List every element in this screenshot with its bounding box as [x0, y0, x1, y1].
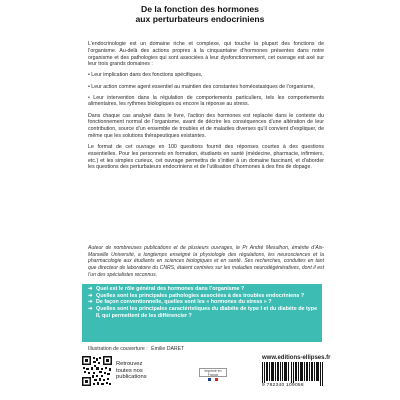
author-bio — [88, 245, 324, 279]
illustration-artist: Émilie DARET — [151, 346, 185, 352]
isbn-number: 9 782340 109058 — [262, 383, 304, 388]
publications-link[interactable] — [116, 361, 147, 381]
question-text: Quelles sont les principales pathologies associées à des troubles endocriniens ? — [96, 292, 305, 299]
paragraph-intro: L’endocrinologie est un domaine riche et complexe, qui touche la plupart des fonctions de l’organisme. Au-delà des actions propres à la cinquantaine d’hormones présentes dans notre organisme et des pathologies qui sont associées à leur dysfonctionnement, cet ouvrage est axé sur leur trois grands domaines : — [88, 41, 324, 68]
retrouvez-line-2: toutes nos — [116, 367, 143, 374]
question-item — [88, 293, 322, 300]
question-text: Quelles sont les principales caractéristiques du diabète de type I et du diabète de type II, qui permettent de les différencier ? — [96, 306, 318, 319]
arrow-right-icon: ➜ — [88, 299, 93, 306]
website-link[interactable]: www.editions-ellipses.fr — [262, 355, 331, 361]
question-text: Quel est le rôle général des hormones dans l’organisme ? — [96, 286, 245, 292]
bullet-3: • Leur intervention dans la régulation de comportements particuliers, tels les comportements alimentaires, les rythmes biologiques ou encore la réponse au stress. — [88, 94, 324, 108]
page-title — [80, 4, 320, 24]
made-in-france-badge — [199, 368, 227, 377]
title-line-1: De la fonction des hormones — [141, 4, 259, 14]
retrouvez-line-3: publications — [116, 374, 147, 381]
bullet-2: • Leur action comme agent essentiel au maintien des constantes homéostasiques de l’organisme, — [88, 83, 315, 90]
illustration-credit — [88, 346, 184, 352]
questions-box — [82, 284, 322, 342]
arrow-right-icon: ➜ — [88, 286, 93, 292]
question-item — [88, 306, 322, 319]
illustration-label: Illustration de couverture : — [88, 346, 148, 352]
retrouvez-line-1: Retrouvez — [116, 361, 143, 367]
made-in-france-label: Imprimé en France — [204, 369, 222, 377]
qr-code-icon[interactable] — [82, 356, 112, 386]
question-text: De façon conventionnelle, quelles sont les « hormones du stress » ? — [96, 299, 272, 306]
paragraph-format: Le format de cet ouvrage en 100 questions fournit des réponses courtes à des questions essentielles. Pour les personnels en formation, étudiants en santé (médecine, pharmacie, infirmiers, etc.) et les simples curieux, cet ouvrage permettra de s’initier à un domaine fascinant, et d’aborder les questions des perturbateurs endocriniens et de l’utilisation d’hormones à des fins de dopage. — [88, 144, 324, 171]
question-item — [88, 286, 322, 293]
barcode-icon — [262, 362, 324, 381]
title-line-2: aux perturbateurs endocriniens — [135, 14, 265, 24]
paragraph-context: Dans chaque cas analysé dans le livre, l’action des hormones est replacée dans le contexte du fonctionnement normal de l’organisme, avant de décrire les conséquences d’une altération de leur contribution, source d’un ensemble de troubles et de maladies diverses qu’il convient d’expliquer, de même que les solutions thérapeutiques existantes. — [88, 112, 324, 139]
question-item — [88, 299, 322, 306]
description — [88, 41, 324, 176]
bullet-1: • Leur implication dans des fonctions spécifiques, — [88, 72, 203, 79]
french-flag-icon — [208, 378, 218, 381]
author-bio-text: Auteur de nombreuses publications et de plusieurs ouvrages, le Pr André Mesulhon, émérite d’Aix-Marseille Université, a longtemps enseigné la physiologie des régulations, les neurosciences et la pharmacologie aux étudiants en sciences biologiques et en santé. Ses recherches, conduites en tant que directeur de laboratoire du CNRS, étaient centrées sur les maladies neurodégénératives, dont il est l’un des spécialistes reconnus. — [88, 245, 324, 278]
arrow-right-icon: ➜ — [88, 292, 93, 299]
arrow-right-icon: ➜ — [88, 306, 93, 313]
